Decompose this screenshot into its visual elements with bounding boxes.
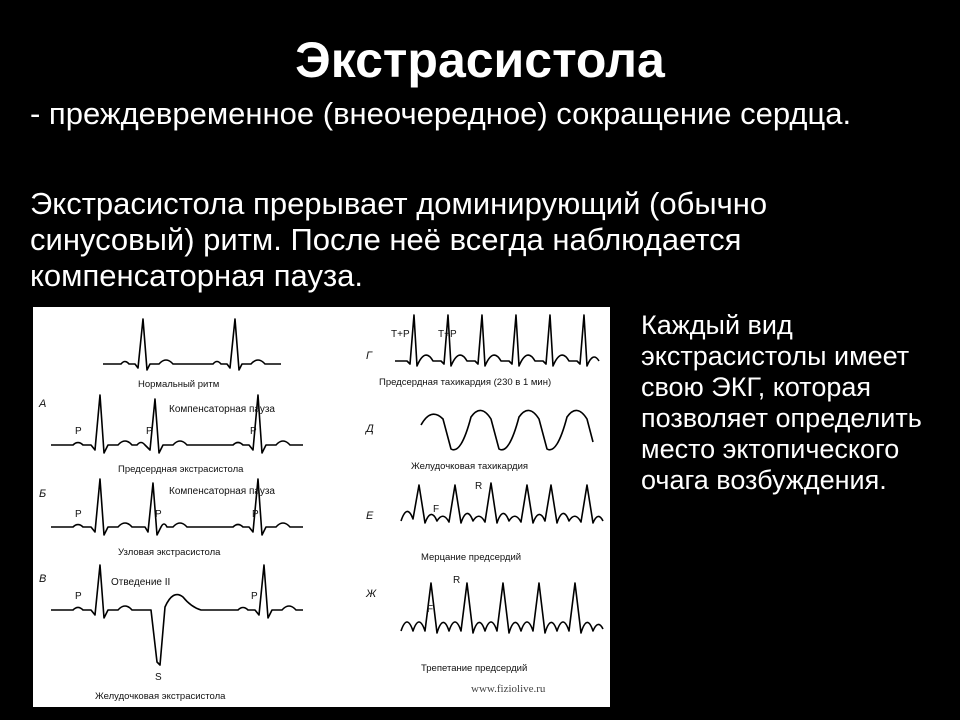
panel-g-tp-label-2: Т+Р — [438, 329, 457, 340]
panel-b-p-label-1: P — [75, 509, 82, 520]
normal-rhythm-caption: Нормальный ритм — [138, 379, 220, 390]
description-text: Экстрасистола прерывает доминирующий (обычно синусовый) ритм. После неё всегда наблюдается компенсаторная пауза. — [30, 186, 768, 293]
slide-title: Экстрасистола — [295, 32, 665, 88]
ecg-ventricular-tachycardia-trace — [421, 410, 593, 449]
ecg-atrial-tachycardia-trace — [395, 315, 599, 366]
panel-b-p-label-2: P — [155, 509, 162, 520]
panel-g-caption: Предсердная тахикардия (230 в 1 мин) — [379, 377, 552, 388]
panel-e-caption: Мерцание предсердий — [421, 552, 522, 563]
panel-v-s-label: S — [155, 672, 162, 683]
panel-v-p-label-1: P — [75, 591, 82, 602]
panel-e-r-label: R — [475, 481, 483, 492]
panel-zh-letter: Ж — [366, 588, 377, 600]
panel-a-pause-label: Компенсаторная пауза — [169, 404, 275, 415]
ecg-ventricular-extrasystole-trace — [51, 565, 303, 665]
watermark-text: www.fiziolive.ru — [471, 683, 546, 695]
ecg-figure — [33, 307, 610, 707]
ecg-figure-svg — [33, 307, 610, 707]
panel-a-letter: А — [39, 398, 47, 410]
panel-b-caption: Узловая экстрасистола — [118, 547, 221, 558]
ecg-atrial-fibrillation-trace — [401, 483, 603, 523]
panel-zh-caption: Трепетание предсердий — [421, 663, 528, 674]
panel-zh-r-label: R — [453, 575, 461, 586]
panel-v-letter: В — [39, 573, 47, 585]
side-note-text: Каждый вид экстрасистолы имеет свою ЭКГ, которая позволяет определить место эктопического очага возбуждения. — [641, 310, 922, 495]
panel-d-letter: Д — [366, 423, 374, 435]
ecg-normal-rhythm-trace — [103, 319, 281, 370]
panel-g-tp-label-1: Т+Р — [391, 329, 410, 340]
panel-e-letter: Е — [366, 510, 374, 522]
panel-a-p-label-1: P — [75, 426, 82, 437]
panel-e-f-label: F — [433, 504, 440, 515]
panel-zh-f-label: F — [427, 604, 434, 615]
panel-a-p-label-2: P — [146, 426, 153, 437]
panel-v-p-label-2: P — [251, 591, 258, 602]
panel-a-caption: Предсердная экстрасистола — [118, 464, 244, 475]
panel-b-pause-label: Компенсаторная пауза — [169, 486, 275, 497]
definition-text: - преждевременное (внеочередное) сокращение сердца. — [30, 96, 852, 131]
panel-b-letter: Б — [39, 488, 47, 500]
panel-v-lead-label: Отведение II — [111, 577, 171, 588]
panel-d-caption: Желудочковая тахикардия — [411, 461, 529, 472]
panel-g-letter: Г — [366, 350, 372, 362]
panel-a-p-label-3: P — [250, 426, 257, 437]
panel-b-p-label-3: P — [252, 509, 259, 520]
panel-v-caption: Желудочковая экстрасистола — [95, 691, 226, 702]
